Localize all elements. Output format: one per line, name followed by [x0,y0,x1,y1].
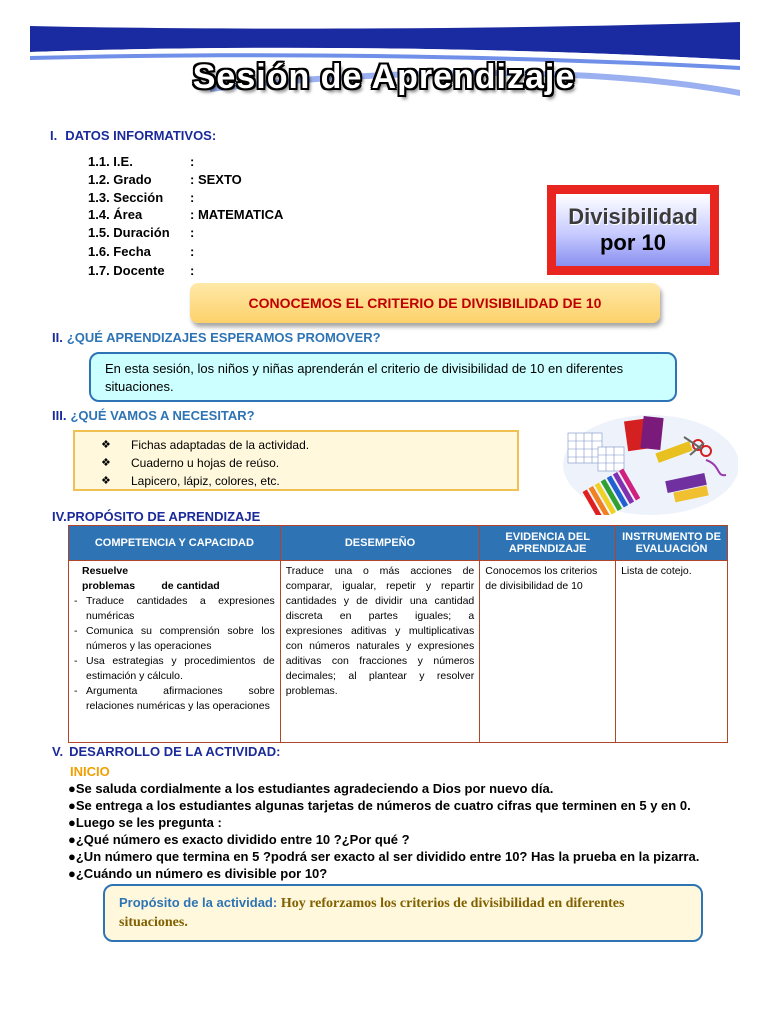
purpose-label: Propósito de la actividad: [119,895,278,910]
section-datos-informativos [50,128,216,143]
list-item: - Comunica su comprensión sobre los números y las operaciones [74,625,275,652]
activity-line: ●¿Qué número es exacto dividido entre 10 ?¿Por qué ? [68,832,410,847]
activity-line: ●Se entrega a los estudiantes algunas tarjetas de números de cuatro cifras que terminen en 5 y en 0. [68,798,691,813]
activity-purpose-box [103,884,703,942]
competency-table [68,525,728,743]
table-row [69,561,728,743]
list-item: ❖ Cuaderno u hojas de reúso. [101,456,280,470]
capacidades-list [74,594,275,714]
bullet-icon: ● [68,781,76,796]
learning-description-box: En esta sesión, los niños y niñas aprenderán el criterio de divisibilidad de 10 en diferentes situaciones. [89,352,677,402]
section-title: PROPÓSITO DE APRENDIZAJE [66,509,261,524]
badge-line1: Divisibilidad [568,204,698,229]
list-item: ❖ Fichas adaptadas de la actividad. [101,438,310,452]
page-title: Sesión de Aprendizaje [192,58,576,96]
activity-line: ●¿Un número que termina en 5 ?podrá ser exacto al ser dividido entre 10? Has la prueba en la pizarra. [68,849,700,864]
school-supplies-illustration [556,405,738,515]
diamond-bullet-icon: ❖ [101,439,111,451]
section-title: ¿QUÉ VAMOS A NECESITAR? [70,408,255,423]
activity-line: ●Luego se les pregunta : [68,815,222,830]
section-title: ¿QUÉ APRENDIZAJES ESPERAMOS PROMOVER? [66,330,381,345]
diamond-bullet-icon: ❖ [101,457,111,469]
bullet-icon: ● [68,832,76,847]
column-header: INSTRUMENTO DE EVALUACIÓN [616,526,728,561]
badge-line2: por 10 [599,230,667,255]
bullet-icon: ● [68,849,76,864]
info-row-ie: 1.1. I.E. : [88,154,195,169]
bullet-icon: ● [68,798,76,813]
list-item: - Traduce cantidades a expresiones numéricas [74,595,275,622]
table-header-row [69,526,728,561]
inicio-heading: INICIO [70,764,110,779]
list-item: ❖ Lapicero, lápiz, colores, etc. [101,474,280,488]
section-necesitar [52,408,255,423]
info-row-duracion: 1.5. Duración : [88,225,195,240]
purpose-text: Hoy reforzamos los criterios de divisibilidad en diferentes situaciones. [119,896,625,930]
section-proposito [52,509,260,524]
section-number: II. [52,330,63,345]
section-number: IV. [52,509,67,524]
section-title: DESARROLLO DE LA ACTIVIDAD: [69,744,281,759]
instrumento-cell: Lista de cotejo. [616,561,728,743]
evidencia-cell: Conocemos los criterios de divisibilidad de 10 [480,561,616,743]
info-row-docente: 1.7. Docente : [88,263,195,278]
section-aprendizajes [52,330,381,345]
info-row-seccion: 1.3. Sección : [88,190,195,205]
list-item: - Usa estrategias y procedimientos de estimación y cálculo. [74,655,275,682]
desempeno-cell: Traduce una o más acciones de comparar, igualar, repetir y repartir cantidades y de dividir una cantidad discreta en partes iguales; a expresiones aditivas y multiplicativas con números naturales y expresiones aditivas con fracciones y números decimales; al plantear y resolver problemas. [280,561,480,743]
info-row-fecha: 1.6. Fecha : [88,244,195,259]
activity-line: ●¿Cuándo un número es divisible por 10? [68,866,328,881]
bullet-icon: ● [68,815,76,830]
info-row-grado: 1.2. Grado : SEXTO [88,172,242,187]
info-row-area: 1.4. Área : MATEMATICA [88,207,284,222]
bullet-icon: ● [68,866,76,881]
session-topic: CONOCEMOS EL CRITERIO DE DIVISIBILIDAD DE 10 [190,283,660,323]
materials-box [73,430,519,491]
activity-line: ●Se saluda cordialmente a los estudiantes agradeciendo a Dios por nuevo día. [68,781,554,796]
section-number: I. [50,128,58,143]
column-header: COMPETENCIA Y CAPACIDAD [69,526,281,561]
section-number: V. [52,744,64,759]
section-number: III. [52,408,67,423]
section-title: DATOS INFORMATIVOS: [65,128,217,143]
column-header: DESEMPEÑO [280,526,480,561]
topic-badge [547,185,719,275]
column-header: EVIDENCIA DEL APRENDIZAJE [480,526,616,561]
list-item: - Argumenta afirmaciones sobre relaciones numéricas y las operaciones [74,685,275,712]
section-desarrollo [52,744,280,759]
competencia-cell: Resuelve problemas de cantidad - Traduce cantidades a expresiones numéricas - Comunica su comprensión sobre los números y las operaciones - Usa estrategias y procedimientos de estimación y cálculo. - Argumenta afirmaciones sobre relaciones numéricas y las operaciones [69,561,281,743]
diamond-bullet-icon: ❖ [101,475,111,487]
